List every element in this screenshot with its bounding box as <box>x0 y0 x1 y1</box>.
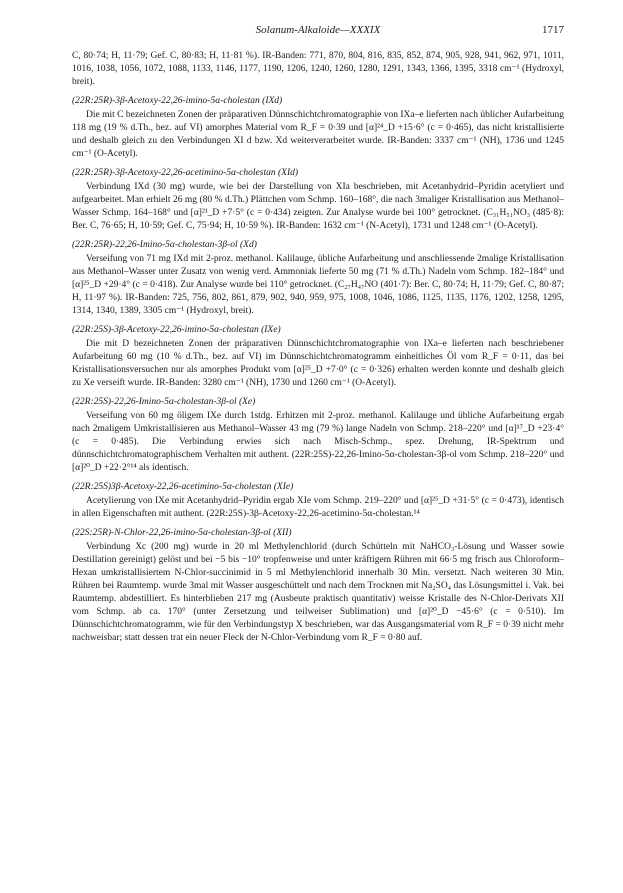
body-paragraph: Die mit D bezeichneten Zonen der präparativen Dünnschichtchromatographie von IXa–e lieferten nach beschriebener Aufarbeitung 60 mg (10 % d.Th., bez. auf VI) im Dünnschichtchromatogramm einheitliches Öl vom R_F = 0·11, das bei Kristallisationsversuchen nur als amorphes Produkt vom [α]²⁵_D +7·0° (c = 0·326) erhalten werden konnte und deshalb gleich zu Xe verseift wurde. IR-Banden: 3280 cm⁻¹ (NH), 1730 und 1260 cm⁻¹ (O-Acetyl). <box>72 339 564 388</box>
body-paragraph: C, 80·74; H, 11·79; Gef. C, 80·83; H, 11·81 %). IR-Banden: 771, 870, 804, 816, 835, 852, 874, 905, 928, 941, 962, 971, 1011, 1016, 1038, 1056, 1072, 1088, 1133, 1146, 1177, 1190, 1206, 1240, 1260, 1280, 1291, 1343, 1366, 1395, 3318 cm⁻¹ (Hydroxyl, breit). <box>72 51 564 87</box>
compound-heading: (22R:25R)-3β-Acetoxy-22,26-imino-5α-cholestan (IXd) <box>72 96 283 106</box>
article-body <box>72 50 564 645</box>
running-title: Solanum-Alkaloide—XXXIX <box>255 24 381 36</box>
body-paragraph: Die mit C bezeichneten Zonen der präparativen Dünnschichtchromatographie von IXa–e lieferten nach üblicher Aufarbeitung 118 mg (19 % d.Th., bez. auf VI) amorphes Material vom R_F = 0·39 und [α]²⁴_D +15·6° (c = 0·465), das nicht kristallisierte und deshalb gleich zu den Verbindungen XI d bzw. Xd weiterverarbeitet wurde. IR-Banden: 3337 cm⁻¹ (NH), 1736 und 1245 cm⁻¹ (O-Acetyl). <box>72 110 564 159</box>
body-paragraph: Verseifung von 60 mg öligem IXe durch 1stdg. Erhitzen mit 2-proz. methanol. Kalilauge und übliche Aufarbeitung ergab nach 2maligem Umkristallisieren aus Methanol–Wasser 43 mg (79 %) lange Nadeln von Schmp. 218–220° und [α]¹⁷_D +23·4° (c = 0·485). Die Verbindung erwies sich nach Misch-Schmp., spez. Drehung, IR-Spektrum und dünnschichtchromatographischem Verhalten mit authent. (22R:25S)-22,26-Imino-5α-cholestan-3β-ol vom Schmp. 218–220° und [α]²⁰_D +22·2°¹⁴ als identisch. <box>72 411 564 473</box>
compound-heading: (22R:25S)-22,26-Imino-5α-cholestan-3β-ol (Xe) <box>72 397 256 407</box>
page-number: 1717 <box>542 24 564 36</box>
running-header <box>72 24 564 40</box>
compound-heading: (22R:25R)-3β-Acetoxy-22,26-acetimino-5α-cholestan (XId) <box>72 168 299 178</box>
compound-heading: (22R:25R)-22,26-Imino-5α-cholestan-3β-ol (Xd) <box>72 240 257 250</box>
body-paragraph: Verseifung von 71 mg IXd mit 2-proz. methanol. Kalilauge, übliche Aufarbeitung und anschliessende 2malige Kristallisation aus Methanol–Wasser unter Zusatz von wenig verd. Ammoniak lieferte 50 mg (71 % d.Th.) Nadeln vom Schmp. 182–184° und [α]²⁵_D +29·4° (c = 0·418). Zur Analyse wurde bei 110° getrocknet. (C₂₇H₄₇NO (401·7): Ber. C, 80·74; H, 11·79; Gef. C, 80·87; H, 11·97 %). IR-Banden: 725, 756, 802, 861, 879, 902, 940, 959, 975, 1008, 1046, 1086, 1125, 1135, 1176, 1202, 1258, 1295, 1314, 1340, 1389, 3305 cm⁻¹ (Hydroxyl, breit). <box>72 254 564 316</box>
compound-heading: (22R:25S)3β-Acetoxy-22,26-acetimino-5α-cholestan (XIe) <box>72 482 294 492</box>
compound-heading: (22S:25R)-N-Chlor-22,26-imino-5α-cholestan-3β-ol (XII) <box>72 528 292 538</box>
compound-heading: (22R:25S)-3β-Acetoxy-22,26-imino-5α-cholestan (IXe) <box>72 325 281 335</box>
body-paragraph: Verbindung Xc (200 mg) wurde in 20 ml Methylenchlorid (durch Schütteln mit NaHCO₃-Lösung und Wasser sowie Destillation gereinigt) gelöst und bei −5 bis −10° tropfenweise und unter kräftigem Rühren mit 66·5 mg frisch aus Chloroform–Hexan umkristallisiertem N-Chlor-succinimid in 5 ml Methylenchlorid innerhalb 30 Min. versetzt. Nach weiteren 30 Min. Rühren bei Raumtemp. wurde 3mal mit Wasser ausgeschüttelt und nach dem Trocknen mit Na₂SO₄ das Lösungsmittel i. Vak. bei Raumtemp. abdestilliert. Es hinterblieben 217 mg (Ausbeute praktisch quantitativ) weisse Kristalle des N-Chlor-Derivats XII vom Schmp. ab ca. 170° (unter Zersetzung und teilweiser Sublimation) und [α]²⁰_D −45·6° (c = 0·510). Im Dünnschichtchromatogramm, wie für den Verbindungstyp X beschrieben, war das Ausgangsmaterial vom R_F = 0·39 nicht mehr nachweisbar; statt dessen trat ein neuer Fleck der N-Chlor-Verbindung vom R_F = 0·80 auf. <box>72 542 564 643</box>
body-paragraph: Acetylierung von IXe mit Acetanhydrid–Pyridin ergab XIe vom Schmp. 219–220° und [α]²⁵_D +31·5° (c = 0·473), identisch in allen Eigenschaften mit authent. (22R:25S)-3β-Acetoxy-22,26-acetimino-5α-cholestan.¹⁴ <box>72 496 564 519</box>
body-paragraph: Verbindung IXd (30 mg) wurde, wie bei der Darstellung von XIa beschrieben, mit Acetanhydrid–Pyridin acetyliert und aufgearbeitet. Man erhielt 26 mg (80 % d.Th.) Plättchen vom Schmp. 160–168°, die nach 3maliger Kristallisation aus Methanol–Wasser Schmp. 164–168° und [α]²¹_D +7·5° (c = 0·434) zeigten. Zur Analyse wurde bei 100° getrocknet. (C₃₁H₅₁NO₃ (485·8): Ber. C, 76·65; H, 10·59; Gef. C, 75·94; H, 10·59 %). IR-Banden: 1632 cm⁻¹ (N-Acetyl), 1731 und 1248 cm⁻¹ (O-Acetyl). <box>72 182 564 231</box>
